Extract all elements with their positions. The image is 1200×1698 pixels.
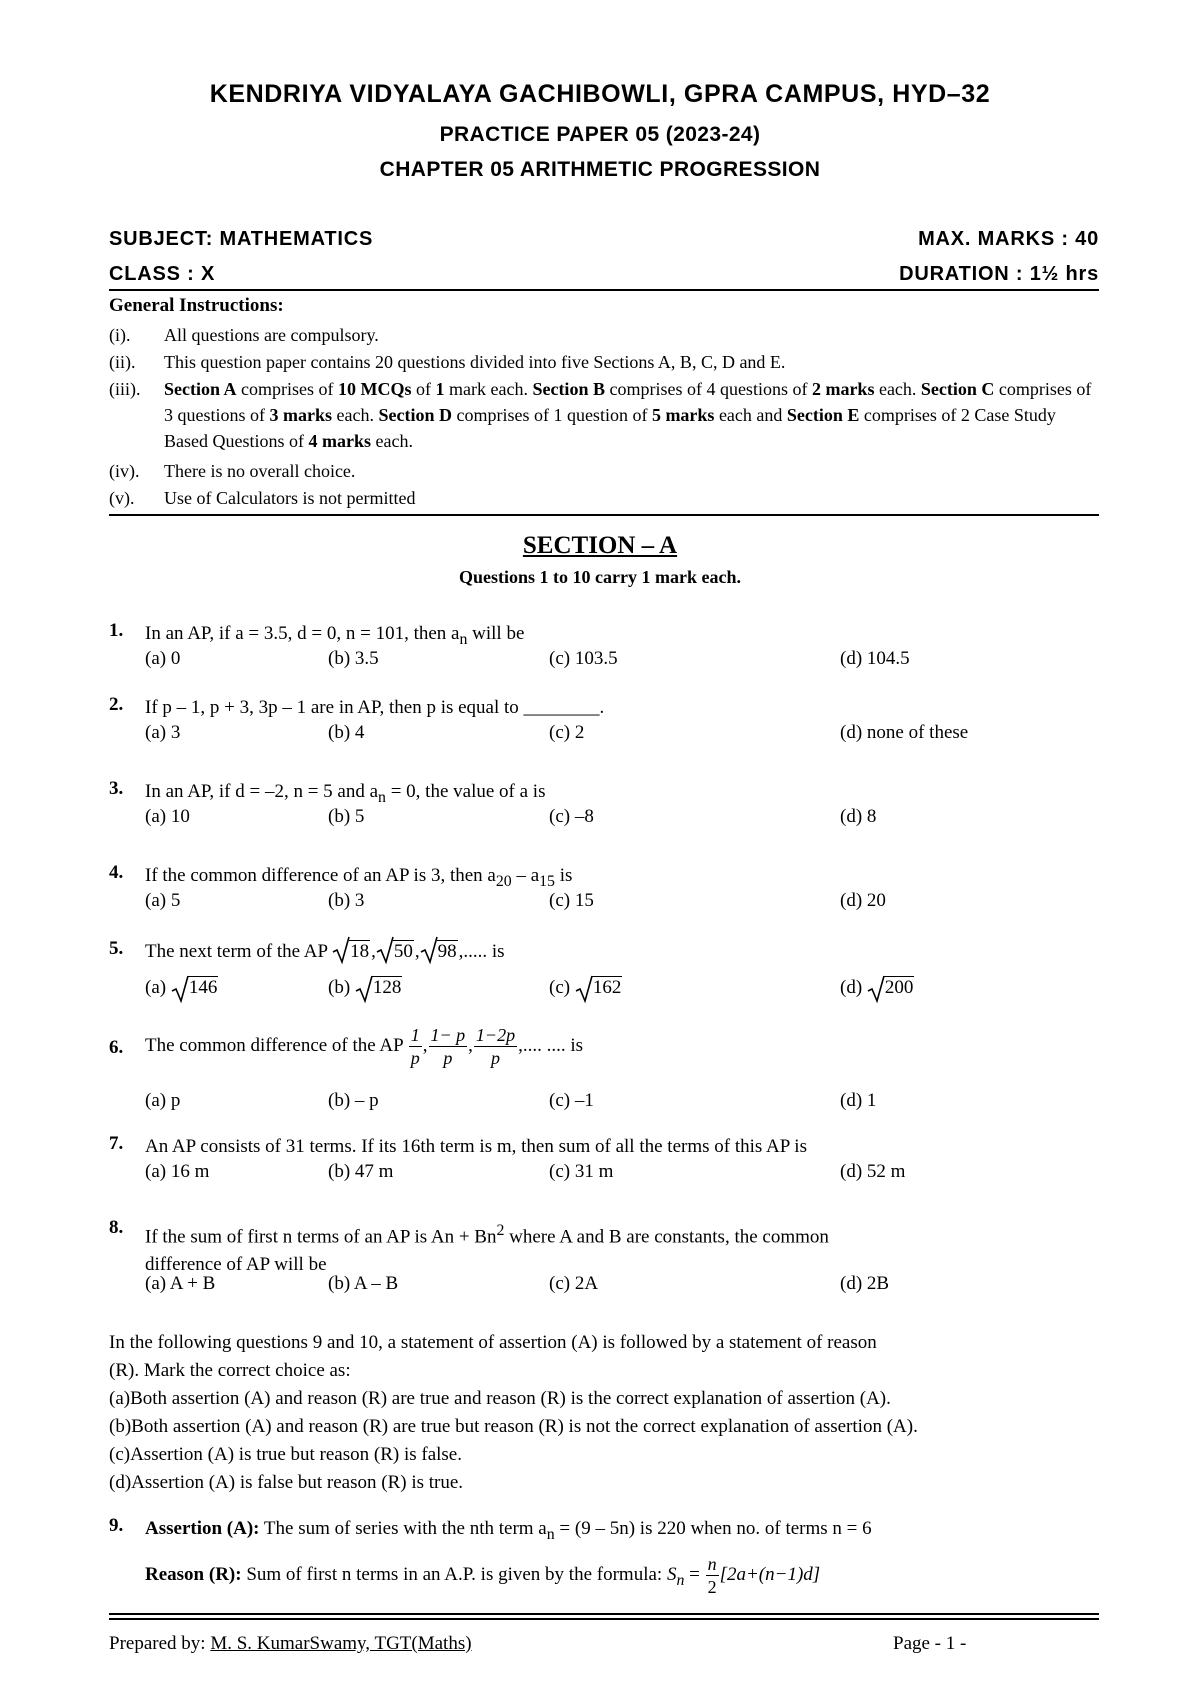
instruction-number: (iv). [109, 461, 140, 481]
footer-divider [109, 1613, 1099, 1615]
school-title: KENDRIYA VIDYALAYA GACHIBOWLI, GPRA CAMPUS, HYD–32 [209, 80, 991, 108]
q8-option-b: (b) A – B [328, 1273, 399, 1294]
instruction-number: (iii). [109, 379, 141, 399]
q4-option-a: (a) 5 [145, 890, 181, 911]
assertion-choice: (c)Assertion (A) is true but reason (R) is false. [109, 1444, 462, 1465]
question-text: The common difference of the AP $\frac{1}{p}$ , $\frac{1- p}{p}$ , $\frac{1-2p}{p}$ ,.... .... is [145, 1025, 584, 1068]
subject-label: SUBJECT: MATHEMATICS [109, 228, 374, 250]
fraction: $\frac{1-2p}{p}$ [475, 1025, 516, 1068]
q7-option-b: (b) 47 m [328, 1161, 394, 1182]
question-number: 3. [109, 778, 124, 799]
sqrt-symbol: 128 [355, 977, 403, 999]
question-text: If p – 1, p + 3, 3p – 1 are in AP, then p is equal to ________. [145, 697, 605, 718]
q2-option-d: (d) none of these [840, 722, 969, 743]
question-text: An AP consists of 31 terms. If its 16th term is m, then sum of all the terms of this AP is [145, 1136, 807, 1157]
instruction-number: (i). [109, 325, 131, 345]
assertion-intro-line: (R). Mark the correct choice as: [109, 1360, 351, 1381]
q3-option-b: (b) 5 [328, 806, 365, 827]
q8-option-c: (c) 2A [549, 1273, 599, 1294]
footer-divider [109, 1618, 1099, 1620]
prepared-by: Prepared by: M. S. KumarSwamy, TGT(Maths) [109, 1633, 472, 1654]
reason-statement: Reason (R): Sum of first n terms in an A.P. is given by the formula: $S_n$ = $\frac{n}{2}$ [2a+(n−1)d] [145, 1554, 821, 1597]
sqrt-symbol: 146 [171, 977, 219, 999]
question-number: 4. [109, 862, 124, 883]
instructions-title: General Instructions: [109, 295, 284, 316]
q7-option-d: (d) 52 m [840, 1161, 906, 1182]
duration-label: DURATION : 1½ hrs [899, 263, 1099, 285]
instruction-text: Use of Calculators is not permitted [164, 488, 416, 508]
instruction-text: There is no overall choice. [164, 461, 356, 481]
q1-option-b: (b) 3.5 [328, 648, 379, 669]
sqrt-symbol: 50 [376, 938, 414, 966]
question-number: 2. [109, 694, 124, 715]
q2-option-a: (a) 3 [145, 722, 181, 743]
assertion-instructions [109, 1329, 1109, 1497]
sqrt-symbol: 200 [867, 977, 915, 999]
paper-title: PRACTICE PAPER 05 (2023-24) [439, 123, 761, 146]
assertion-statement: Assertion (A): The sum of series with the nth term $a_n = (9 - 5n)$ is 220 when no. of terms n = 6 [145, 1518, 872, 1543]
assertion-choice: (a)Both assertion (A) and reason (R) are true and reason (R) is the correct explanation of assertion (A). [109, 1388, 891, 1409]
assertion-choice: (b)Both assertion (A) and reason (R) are true but reason (R) is not the correct explanation of assertion (A). [109, 1416, 918, 1437]
instructions-divider [109, 514, 1099, 516]
instruction-number: (ii). [109, 352, 136, 372]
sqrt-symbol: 98 [420, 938, 458, 966]
q1-option-d: (d) 104.5 [840, 648, 910, 669]
chapter-title: CHAPTER 05 ARITHMETIC PROGRESSION [379, 158, 821, 181]
q8-option-a: (a) A + B [145, 1273, 216, 1294]
instruction-text: All questions are compulsory. [164, 325, 379, 345]
instruction-text: Section A comprises of 10 MCQs of 1 mark each. Section B comprises of 4 questions of 2 marks each. Section C comprises of 3 questions of 3 marks each. Section D comprises of 1 question of 5 marks each and Section E comprises of 2 Case Study Based Questions of 4 marks each. [164, 379, 1092, 451]
q2-option-b: (b) 4 [328, 722, 365, 743]
question-text: The next term of the AP 18 , 50 , 98 ,..... is [145, 938, 1095, 966]
q2-option-c: (c) 2 [549, 722, 585, 743]
question-number: 5. [109, 938, 124, 959]
q5-option-c: (c) 162 [549, 977, 623, 999]
class-label: CLASS : X [109, 263, 216, 285]
q8-option-d: (d) 2B [840, 1273, 890, 1294]
fraction: $\frac{1}{p}$ [410, 1025, 420, 1068]
q6-option-a: (a) p [145, 1090, 181, 1111]
q1-option-a: (a) 0 [145, 648, 181, 669]
question-number: 8. [109, 1217, 124, 1238]
sqrt-symbol: 162 [575, 977, 623, 999]
question-number: 1. [109, 620, 124, 641]
q1-option-c: (c) 103.5 [549, 648, 618, 669]
question-number: 7. [109, 1133, 124, 1154]
assertion-choice: (d)Assertion (A) is false but reason (R) is true. [109, 1472, 464, 1493]
q5-option-d: (d) 200 [840, 977, 915, 999]
q5-option-b: (b) 128 [328, 977, 403, 999]
q6-option-b: (b) – p [328, 1090, 379, 1111]
question-text: In an AP, if d = –2, n = 5 and $a_n = 0$, the value of a is [145, 781, 546, 806]
q7-option-c: (c) 31 m [549, 1161, 614, 1182]
question-text: In an AP, if a = 3.5, d = 0, n = 101, then $a_n$ will be [145, 623, 525, 648]
fraction: $\frac{n}{2}$ [707, 1554, 717, 1597]
max-marks-label: MAX. MARKS : 40 [918, 228, 1099, 250]
question-text: If the sum of first n terms of an AP is $An + Bn^2$ where A and B are constants, the common difference of AP will be [145, 1222, 829, 1276]
q6-option-c: (c) –1 [549, 1090, 594, 1111]
sqrt-symbol: 18 [332, 938, 370, 966]
q5-option-a: (a) 146 [145, 977, 219, 999]
q3-option-a: (a) 10 [145, 806, 190, 827]
sum-formula: $S_n$ = $\frac{n}{2}$ [2a+(n−1)d] [666, 1554, 821, 1597]
section-title: SECTION – A [522, 532, 678, 559]
q3-option-c: (c) –8 [549, 806, 594, 827]
q7-option-a: (a) 16 m [145, 1161, 210, 1182]
q4-option-b: (b) 3 [328, 890, 365, 911]
q6-option-d: (d) 1 [840, 1090, 877, 1111]
header-divider [109, 289, 1099, 291]
question-text: If the common difference of an AP is 3, then $a_{20} - a_{15}$ is [145, 865, 573, 890]
q3-option-d: (d) 8 [840, 806, 877, 827]
q4-option-c: (c) 15 [549, 890, 594, 911]
fraction: $\frac{1- p}{p}$ [430, 1025, 466, 1068]
section-subtitle: Questions 1 to 10 carry 1 mark each. [459, 567, 741, 587]
question-number: 9. [109, 1515, 124, 1536]
assertion-intro-line: In the following questions 9 and 10, a statement of assertion (A) is followed by a statement of reason [109, 1332, 877, 1353]
page-number: Page - 1 - [893, 1633, 967, 1654]
instruction-number: (v). [109, 488, 135, 508]
instruction-text: This question paper contains 20 questions divided into five Sections A, B, C, D and E. [164, 352, 786, 372]
question-number: 6. [109, 1037, 124, 1058]
q4-option-d: (d) 20 [840, 890, 886, 911]
